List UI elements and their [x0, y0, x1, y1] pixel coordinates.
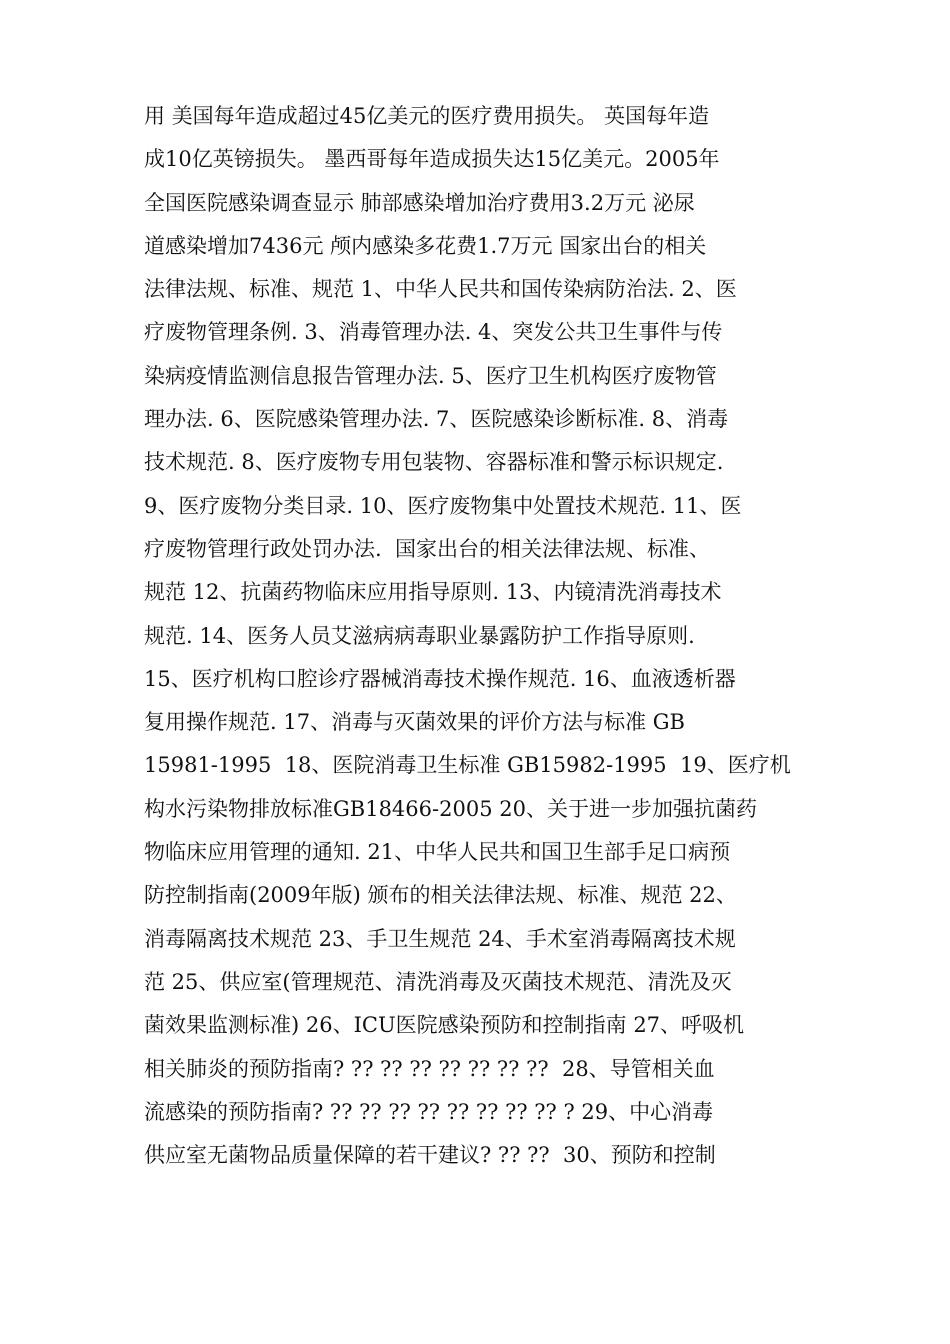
text-line-11: 疗废物管理行政处罚办法. 国家出台的相关法律法规、标准、 — [144, 536, 711, 561]
text-line-19: 防控制指南(2009年版) 颁布的相关法律法规、标准、规范 22、 — [144, 883, 737, 908]
text-line-4: 道感染增加7436元 颅内感染多花费1.7万元 国家出台的相关 — [144, 233, 707, 258]
text-line-14: 15、医疗机构口腔诊疗器械消毒技术操作规范. 16、血液透析器 — [144, 666, 736, 691]
text-line-16: 15981-1995 18、医院消毒卫生标准 GB15982-1995 19、医疗机 — [144, 753, 791, 778]
text-line-8: 理办法. 6、医院感染管理办法. 7、医院感染诊断标准. 8、消毒 — [144, 407, 729, 432]
text-line-9: 技术规范. 8、医疗废物专用包装物、容器标准和警示标识规定. — [144, 450, 724, 475]
text-line-5: 法律法规、标准、规范 1、中华人民共和国传染病防治法. 2、医 — [144, 277, 737, 302]
text-line-23: 相关肺炎的预防指南? ?? ?? ?? ?? ?? ?? ?? 28、导管相关血 — [144, 1056, 715, 1081]
text-line-24: 流感染的预防指南? ?? ?? ?? ?? ?? ?? ?? ?? ? 29、中心消毒 — [144, 1099, 714, 1124]
text-line-25: 供应室无菌物品质量保障的若干建议? ?? ?? 30、预防和控制 — [144, 1143, 716, 1168]
document-body-text — [144, 95, 824, 1177]
text-line-17: 构水污染物排放标准GB18466-2005 20、关于进一步加强抗菌药 — [144, 796, 757, 821]
text-line-21: 范 25、供应室(管理规范、清洗消毒及灭菌技术规范、清洗及灭 — [144, 969, 732, 994]
text-line-15: 复用操作规范. 17、消毒与灭菌效果的评价方法与标准 GB — [144, 710, 685, 735]
text-line-10: 9、医疗废物分类目录. 10、医疗废物集中处置技术规范. 11、医 — [144, 493, 742, 518]
text-line-7: 染病疫情监测信息报告管理办法. 5、医疗卫生机构医疗废物管 — [144, 363, 717, 388]
text-line-2: 成10亿英镑损失。 墨西哥每年造成损失达15亿美元。2005年 — [144, 147, 720, 172]
text-line-13: 规范. 14、医务人员艾滋病病毒职业暴露防护工作指导原则. — [144, 623, 695, 648]
text-line-1: 用 美国每年造成超过45亿美元的医疗费用损失。 英国每年造 — [144, 104, 710, 128]
text-line-20: 消毒隔离技术规范 23、手卫生规范 24、手术室消毒隔离技术规 — [144, 926, 736, 951]
text-line-18: 物临床应用管理的通知. 21、中华人民共和国卫生部手足口病预 — [144, 840, 731, 865]
text-line-3: 全国医院感染调查显示 肺部感染增加治疗费用3.2万元 泌尿 — [144, 190, 695, 215]
text-line-6: 疗废物管理条例. 3、消毒管理办法. 4、突发公共卫生事件与传 — [144, 320, 723, 345]
text-line-12: 规范 12、抗菌药物临床应用指导原则. 13、内镜清洗消毒技术 — [144, 580, 722, 605]
text-line-22: 菌效果监测标准) 26、ICU医院感染预防和控制指南 27、呼吸机 — [144, 1013, 745, 1038]
